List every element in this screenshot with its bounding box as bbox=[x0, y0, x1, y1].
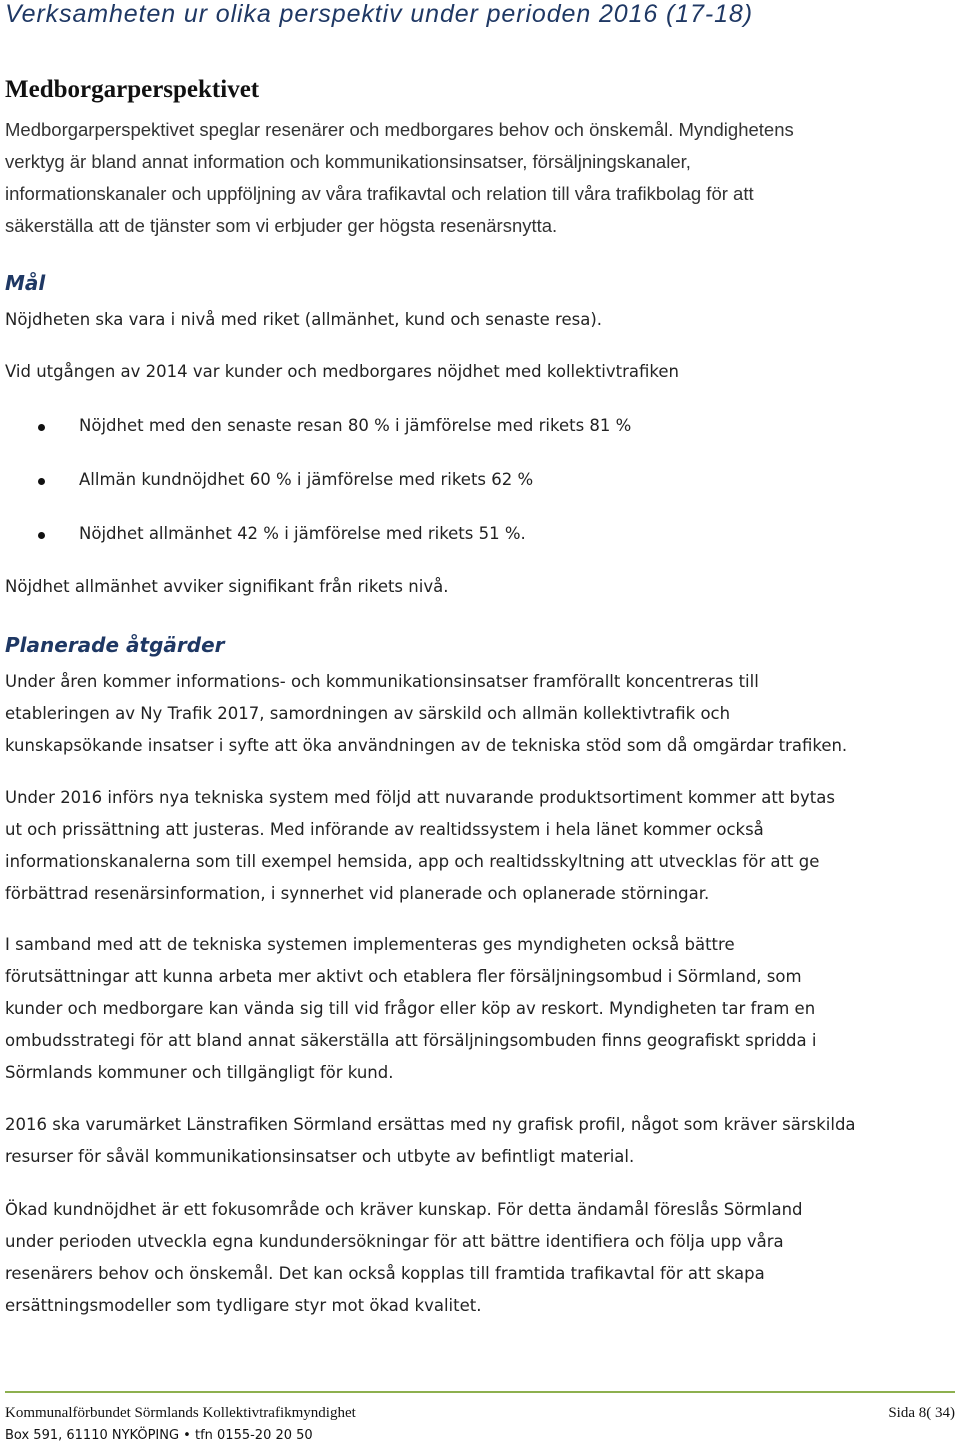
goal-heading: Mål bbox=[5, 271, 46, 295]
section-heading: Medborgarperspektivet bbox=[5, 76, 260, 103]
document-title: Verksamheten ur olika perspektiv under perioden 2016 (17-18) bbox=[5, 0, 753, 28]
footer-rule bbox=[5, 1391, 955, 1393]
planned-paragraph bbox=[5, 929, 955, 1089]
paragraph-line: etableringen av Ny Trafik 2017, samordningen av särskild och allmän kollektivtrafik och bbox=[5, 704, 731, 723]
planned-paragraph bbox=[5, 666, 955, 762]
goal-statement: Nöjdheten ska vara i nivå med riket (allmänhet, kund och senaste resa). bbox=[5, 310, 603, 329]
paragraph-line: informationskanalerna som till exempel hemsida, app och realtidsskyltning att utvecklas för att ge bbox=[5, 852, 820, 871]
footer-organization: Kommunalförbundet Sörmlands Kollektivtrafikmyndighet bbox=[5, 1405, 356, 1421]
paragraph-line: Sörmlands kommuner och tillgängligt för kund. bbox=[5, 1063, 394, 1082]
planned-paragraph bbox=[5, 782, 955, 910]
paragraph-line: kunskapsökande insatser i syfte att öka användningen av de tekniska stöd som då omgärdar trafiken. bbox=[5, 736, 848, 755]
paragraph-line: Ökad kundnöjdhet är ett fokusområde och kräver kunskap. För detta ändamål föreslås Sörmland bbox=[5, 1200, 803, 1219]
paragraph-line: ombudsstrategi för att bland annat säkerställa att försäljningsombuden finns geografiskt spridda i bbox=[5, 1031, 817, 1050]
paragraph-line: förbättrad resenärsinformation, i synnerhet vid planerade och oplanerade störningar. bbox=[5, 884, 710, 903]
footer-page-number: Sida 8( 34) bbox=[888, 1405, 955, 1421]
paragraph-line: förutsättningar att kunna arbeta mer aktivt och etablera fler försäljningsombud i Sörmland, som bbox=[5, 967, 802, 986]
bullet-dot bbox=[38, 424, 45, 431]
paragraph-line: ut och prissättning att justeras. Med införande av realtidssystem i hela länet kommer också bbox=[5, 820, 764, 839]
planned-heading: Planerade åtgärder bbox=[5, 633, 225, 657]
paragraph-line: ersättningsmodeller som tydligare styr mot ökad kvalitet. bbox=[5, 1296, 482, 1315]
paragraph-line: I samband med att de tekniska systemen implementeras ges myndigheten också bättre bbox=[5, 935, 735, 954]
planned-paragraph bbox=[5, 1109, 955, 1173]
footer-address: Box 591, 61110 NYKÖPING • tfn 0155-20 20 50 bbox=[5, 1428, 313, 1443]
intro-line: informationskanaler och uppföljning av våra trafikavtal och relation till våra trafikbolag för att bbox=[5, 183, 754, 204]
goal-note: Nöjdhet allmänhet avviker signifikant från rikets nivå. bbox=[5, 577, 449, 596]
intro-line: verktyg är bland annat information och kommunikationsinsatser, försäljningskanaler, bbox=[5, 151, 691, 172]
goal-baseline: Vid utgången av 2014 var kunder och medborgares nöjdhet med kollektivtrafiken bbox=[5, 362, 679, 381]
paragraph-line: Under åren kommer informations- och kommunikationsinsatser framförallt koncentreras till bbox=[5, 672, 759, 691]
paragraph-line: resurser för såväl kommunikationsinsatser och utbyte av befintligt material. bbox=[5, 1147, 635, 1166]
paragraph-line: Under 2016 införs nya tekniska system med följd att nuvarande produktsortiment kommer att bytas bbox=[5, 788, 835, 807]
goal-bullet: Allmän kundnöjdhet 60 % i jämförelse med rikets 62 % bbox=[79, 470, 534, 489]
section-intro bbox=[5, 114, 955, 242]
goal-bullet: Nöjdhet allmänhet 42 % i jämförelse med rikets 51 %. bbox=[79, 524, 526, 543]
paragraph-line: kunder och medborgare kan vända sig till vid frågor eller köp av reskort. Myndigheten tar fram en bbox=[5, 999, 816, 1018]
paragraph-line: under perioden utveckla egna kundundersökningar för att bättre identifiera och följa upp våra bbox=[5, 1232, 784, 1251]
bullet-dot bbox=[38, 532, 45, 539]
bullet-dot bbox=[38, 478, 45, 485]
paragraph-line: 2016 ska varumärket Länstrafiken Sörmland ersättas med ny grafisk profil, något som kräver särskilda bbox=[5, 1115, 856, 1134]
intro-line: säkerställa att de tjänster som vi erbjuder ger högsta resenärsnytta. bbox=[5, 215, 558, 236]
paragraph-line: resenärers behov och önskemål. Det kan också kopplas till framtida trafikavtal för att skapa bbox=[5, 1264, 765, 1283]
planned-paragraph bbox=[5, 1194, 955, 1322]
goal-bullet: Nöjdhet med den senaste resan 80 % i jämförelse med rikets 81 % bbox=[79, 416, 632, 435]
intro-line: Medborgarperspektivet speglar resenärer och medborgares behov och önskemål. Myndighetens bbox=[5, 119, 794, 140]
